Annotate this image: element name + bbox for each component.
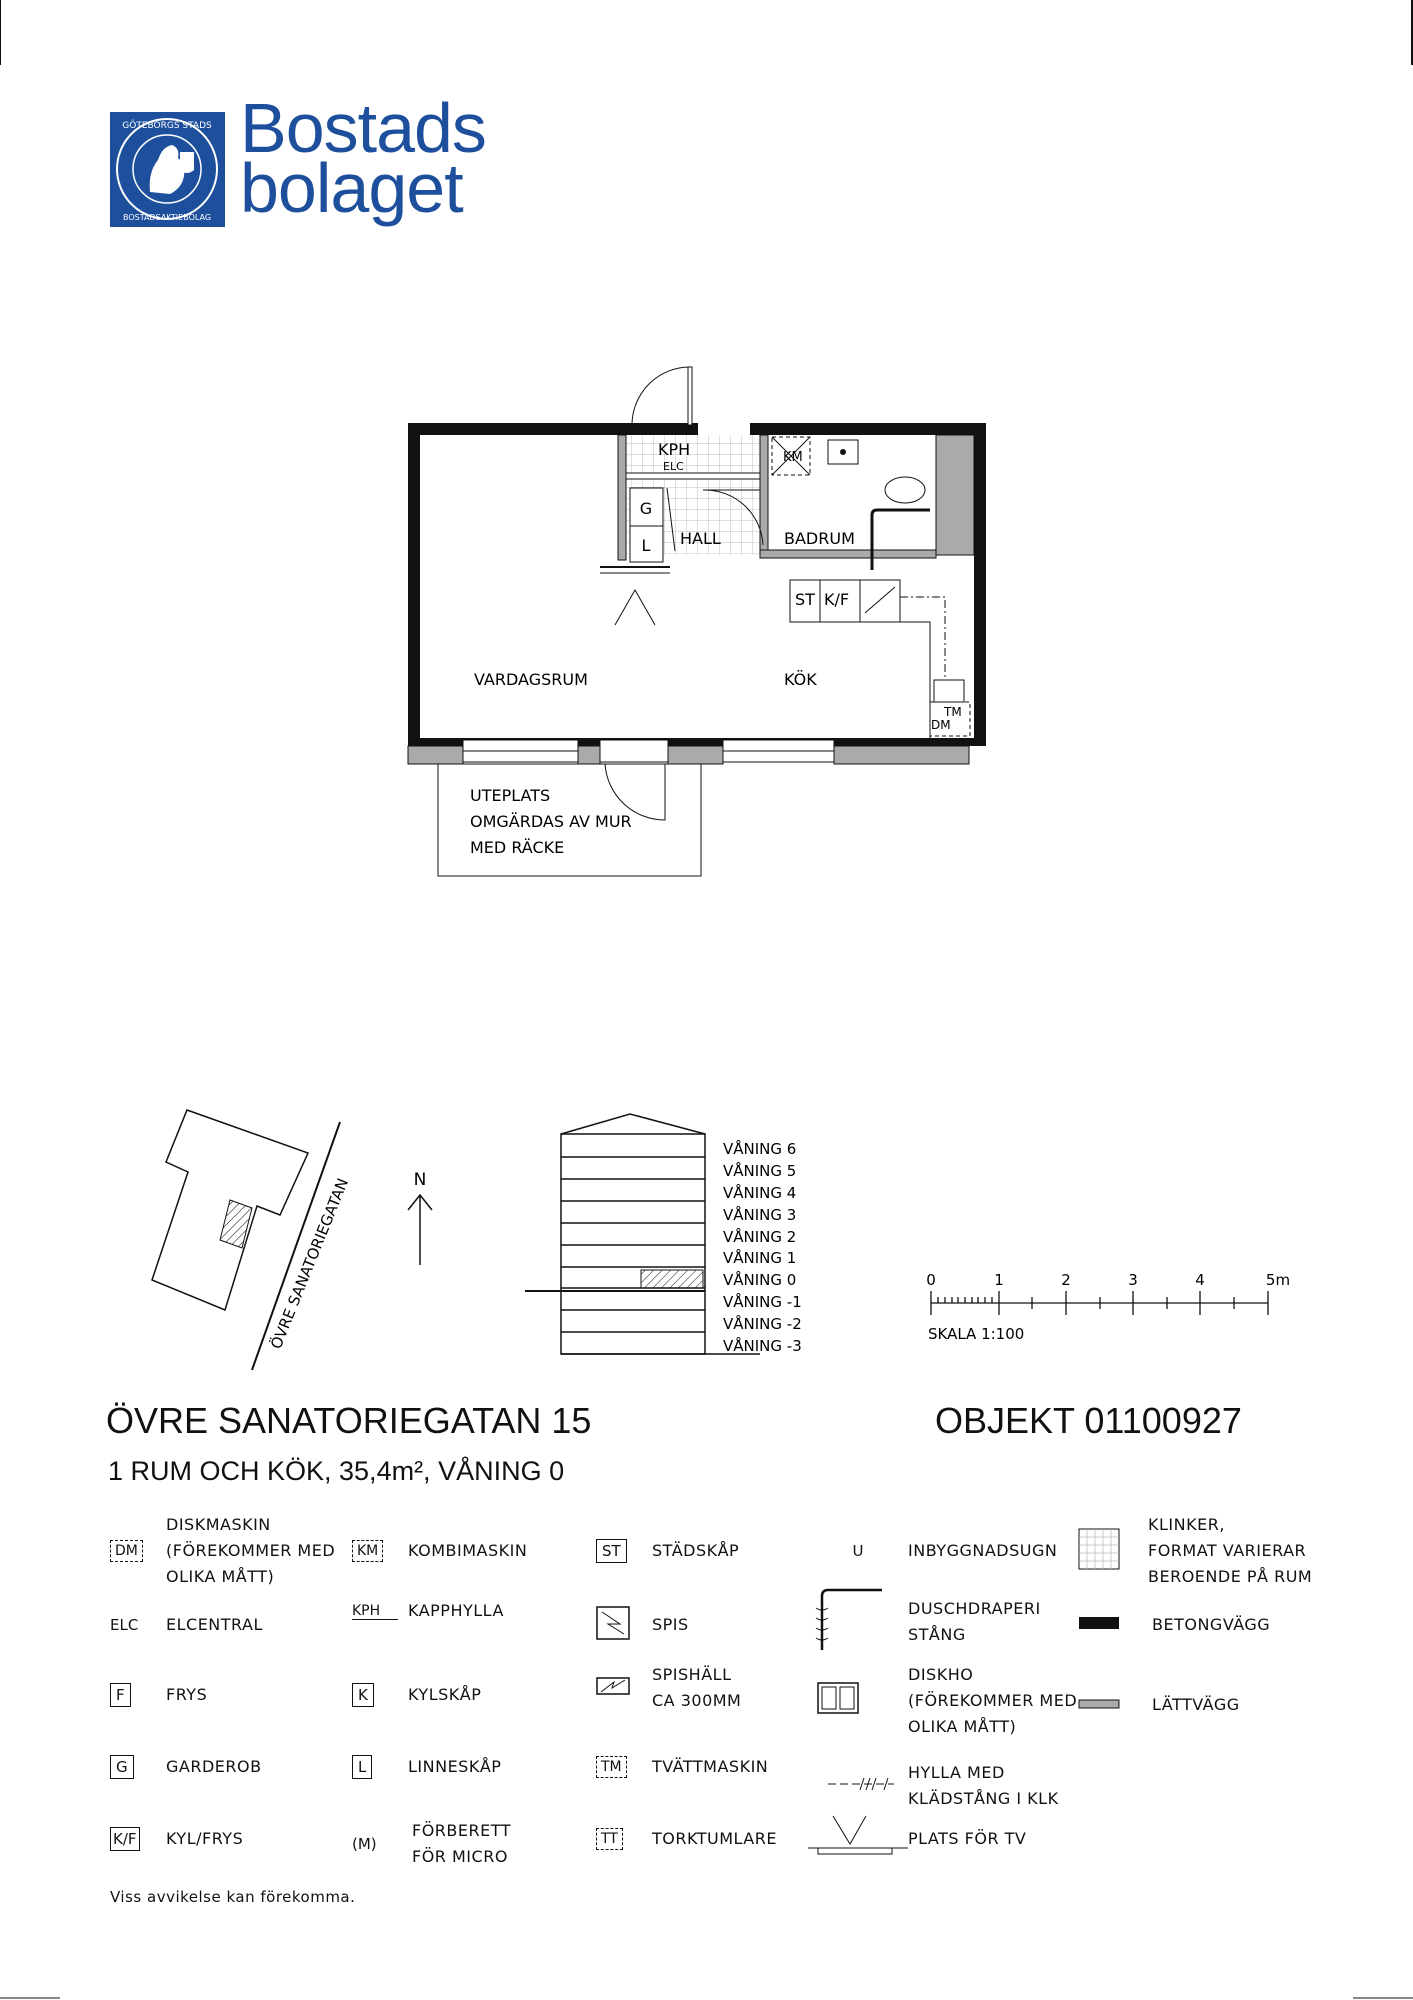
light-wall-icon — [1078, 1696, 1152, 1714]
svg-text:1: 1 — [994, 1271, 1004, 1289]
apartment-summary: 1 RUM OCH KÖK, 35,4m², VÅNING 0 — [108, 1456, 565, 1486]
svg-text:BOSTADSAKTIEBOLAG: BOSTADSAKTIEBOLAG — [122, 213, 212, 222]
legend-frys: F FRYS — [110, 1682, 207, 1708]
dm-label: DM — [931, 718, 951, 732]
tv-icon — [808, 1812, 908, 1866]
logo-seal — [110, 112, 225, 227]
svg-text:2: 2 — [1061, 1271, 1071, 1289]
objekt-number: OBJEKT 01100927 — [935, 1400, 1242, 1441]
legend-hylla: HYLLA MED KLÄDSTÅNG I KLK — [808, 1760, 1059, 1812]
legend-kombimaskin: KM KOMBIMASKIN — [352, 1538, 527, 1564]
tile-icon — [1078, 1528, 1148, 1574]
legend-torktumlare: TT TORKTUMLARE — [596, 1826, 777, 1852]
vardagsrum-label: VARDAGSRUM — [474, 670, 588, 689]
kf-label: K/F — [824, 590, 850, 609]
legend-micro: (M) FÖRBERETT FÖR MICRO — [352, 1821, 511, 1866]
logo-wordmark: Bostads bolaget — [240, 89, 486, 227]
scale-label: SKALA 1:100 — [928, 1325, 1025, 1343]
spis-icon — [596, 1606, 642, 1644]
legend-tv: PLATS FÖR TV — [808, 1812, 1026, 1866]
legend-garderob: G GARDEROB — [110, 1754, 262, 1780]
kph-label: KPH — [658, 440, 691, 459]
legend-spis: SPIS — [596, 1606, 689, 1644]
uteplats-line-3: MED RÄCKE — [470, 838, 565, 857]
legend-kyl-frys: K/F KYL/FRYS — [110, 1826, 243, 1852]
floor-label: VÅNING 2 — [723, 1228, 797, 1246]
sink-icon — [808, 1679, 908, 1723]
floor-label: VÅNING -1 — [723, 1293, 802, 1311]
floor-label: VÅNING 0 — [723, 1271, 797, 1289]
concrete-wall-icon — [1078, 1615, 1152, 1635]
floor-label: VÅNING 1 — [723, 1249, 797, 1267]
legend-diskho: DISKHO (FÖREKOMMER MED OLIKA MÅTT) — [808, 1662, 1077, 1740]
building-section — [525, 1110, 825, 1365]
floor-label: VÅNING 6 — [723, 1140, 797, 1158]
svg-text:0: 0 — [926, 1271, 936, 1289]
shelf-icon — [808, 1774, 908, 1798]
floor-label: VÅNING -2 — [723, 1315, 802, 1333]
uteplats-line-1: UTEPLATS — [470, 786, 551, 805]
legend-duschdraperi: DUSCHDRAPERI STÅNG — [808, 1588, 1041, 1656]
legend-kylskap: K KYLSKÅP — [352, 1682, 481, 1708]
km-label: KM — [783, 450, 803, 465]
hall-label: HALL — [680, 529, 721, 548]
floor-label: VÅNING 5 — [723, 1162, 797, 1180]
kok-label: KÖK — [784, 670, 817, 689]
legend-betongvagg: BETONGVÄGG — [1078, 1612, 1270, 1638]
floor-label: VÅNING 4 — [723, 1184, 797, 1202]
legend-kapphylla: KPH KAPPHYLLA — [352, 1601, 504, 1620]
legend-lattvagg: LÄTTVÄGG — [1078, 1692, 1240, 1718]
legend-elcentral: ELC ELCENTRAL — [110, 1615, 263, 1634]
elc-label: ELC — [663, 460, 684, 473]
north-arrow-icon — [405, 1165, 435, 1270]
svg-text:GÖTEBORGS STADS: GÖTEBORGS STADS — [122, 121, 212, 131]
svg-text:N: N — [413, 1170, 427, 1190]
site-street-label: ÖVRE SANATORIEGATAN — [267, 1175, 353, 1352]
legend-spishall: SPISHÄLL CA 300MM — [596, 1662, 741, 1714]
l-label: L — [641, 536, 651, 555]
svg-text:3: 3 — [1128, 1271, 1138, 1289]
floor-label: VÅNING 3 — [723, 1206, 797, 1224]
spishall-icon — [596, 1676, 642, 1700]
address-title: ÖVRE SANATORIEGATAN 15 — [106, 1400, 592, 1441]
g-label: G — [639, 499, 653, 518]
legend-klinker: KLINKER, FORMAT VARIERAR BEROENDE PÅ RUM — [1078, 1512, 1312, 1590]
legend-diskmaskin: DM DISKMASKIN (FÖREKOMMER MED OLIKA MÅTT) — [110, 1512, 335, 1590]
legend-stadskap: ST STÄDSKÅP — [596, 1538, 739, 1564]
scale-bar — [920, 1265, 1300, 1345]
svg-text:5m: 5m — [1265, 1271, 1291, 1289]
svg-text:4: 4 — [1195, 1271, 1205, 1289]
disclaimer: Viss avvikelse kan förekomma. — [110, 1888, 356, 1906]
site-map — [130, 1100, 390, 1380]
st-label: ST — [795, 590, 815, 609]
shower-rail-icon — [808, 1588, 908, 1656]
legend-inbyggnadsugn: U INBYGGNADSUGN — [852, 1541, 1058, 1560]
floor-label: VÅNING -3 — [723, 1337, 802, 1355]
legend-linneskap: L LINNESKÅP — [352, 1754, 501, 1780]
floor-plan — [400, 355, 1000, 895]
badrum-label: BADRUM — [784, 529, 855, 548]
legend-tvattmaskin: TM TVÄTTMASKIN — [596, 1754, 768, 1780]
tm-label: TM — [944, 705, 962, 719]
uteplats-line-2: OMGÄRDAS AV MUR — [470, 812, 632, 831]
